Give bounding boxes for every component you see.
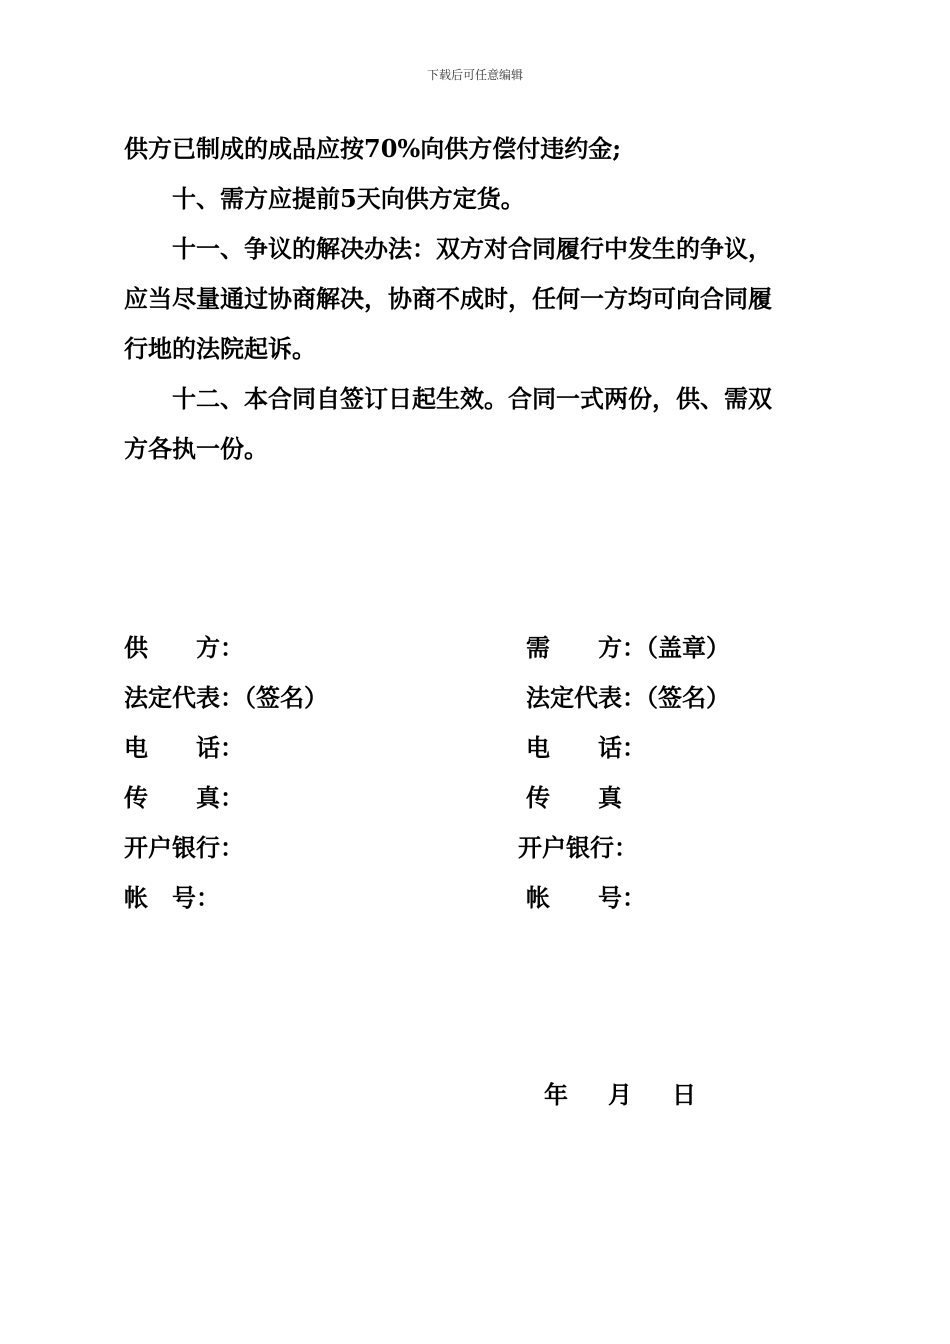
body-line-penalty: 供方已制成的成品应按70%向供方偿付违约金; xyxy=(124,134,622,163)
supplier-rep-label: 法定代表：（签名） xyxy=(124,683,328,712)
buyer-fax-label: 传 真 xyxy=(526,783,622,812)
date-month: 月 xyxy=(608,1080,632,1109)
date-day: 日 xyxy=(672,1080,696,1109)
buyer-rep-label: 法定代表：（签名） xyxy=(526,683,730,712)
page-header: 下载后可任意编辑 xyxy=(426,68,523,82)
supplier-bank-label: 开户银行： xyxy=(124,833,244,862)
supplier-account-label: 帐 号： xyxy=(124,883,220,912)
date-year: 年 xyxy=(544,1080,568,1109)
buyer-party-label: 需 方：（盖章） xyxy=(526,633,730,662)
clause-11-line-1: 十一、争议的解决办法：双方对合同履行中发生的争议， xyxy=(172,234,772,263)
clause-12-line-2: 方各执一份。 xyxy=(124,434,268,463)
clause-11-line-2: 应当尽量通过协商解决，协商不成时，任何一方均可向合同履 xyxy=(124,284,772,313)
clause-12-line-1: 十二、本合同自签订日起生效。合同一式两份，供、需双 xyxy=(172,384,772,413)
supplier-phone-label: 电 话： xyxy=(124,733,244,762)
buyer-account-label: 帐 号： xyxy=(526,883,646,912)
buyer-phone-label: 电 话： xyxy=(526,733,646,762)
supplier-fax-label: 传 真： xyxy=(124,783,244,812)
buyer-bank-label: 开户银行： xyxy=(518,833,638,862)
clause-11-line-3: 行地的法院起诉。 xyxy=(124,334,316,363)
clause-10: 十、需方应提前5天向供方定货。 xyxy=(172,184,525,213)
supplier-party-label: 供 方： xyxy=(124,633,244,662)
